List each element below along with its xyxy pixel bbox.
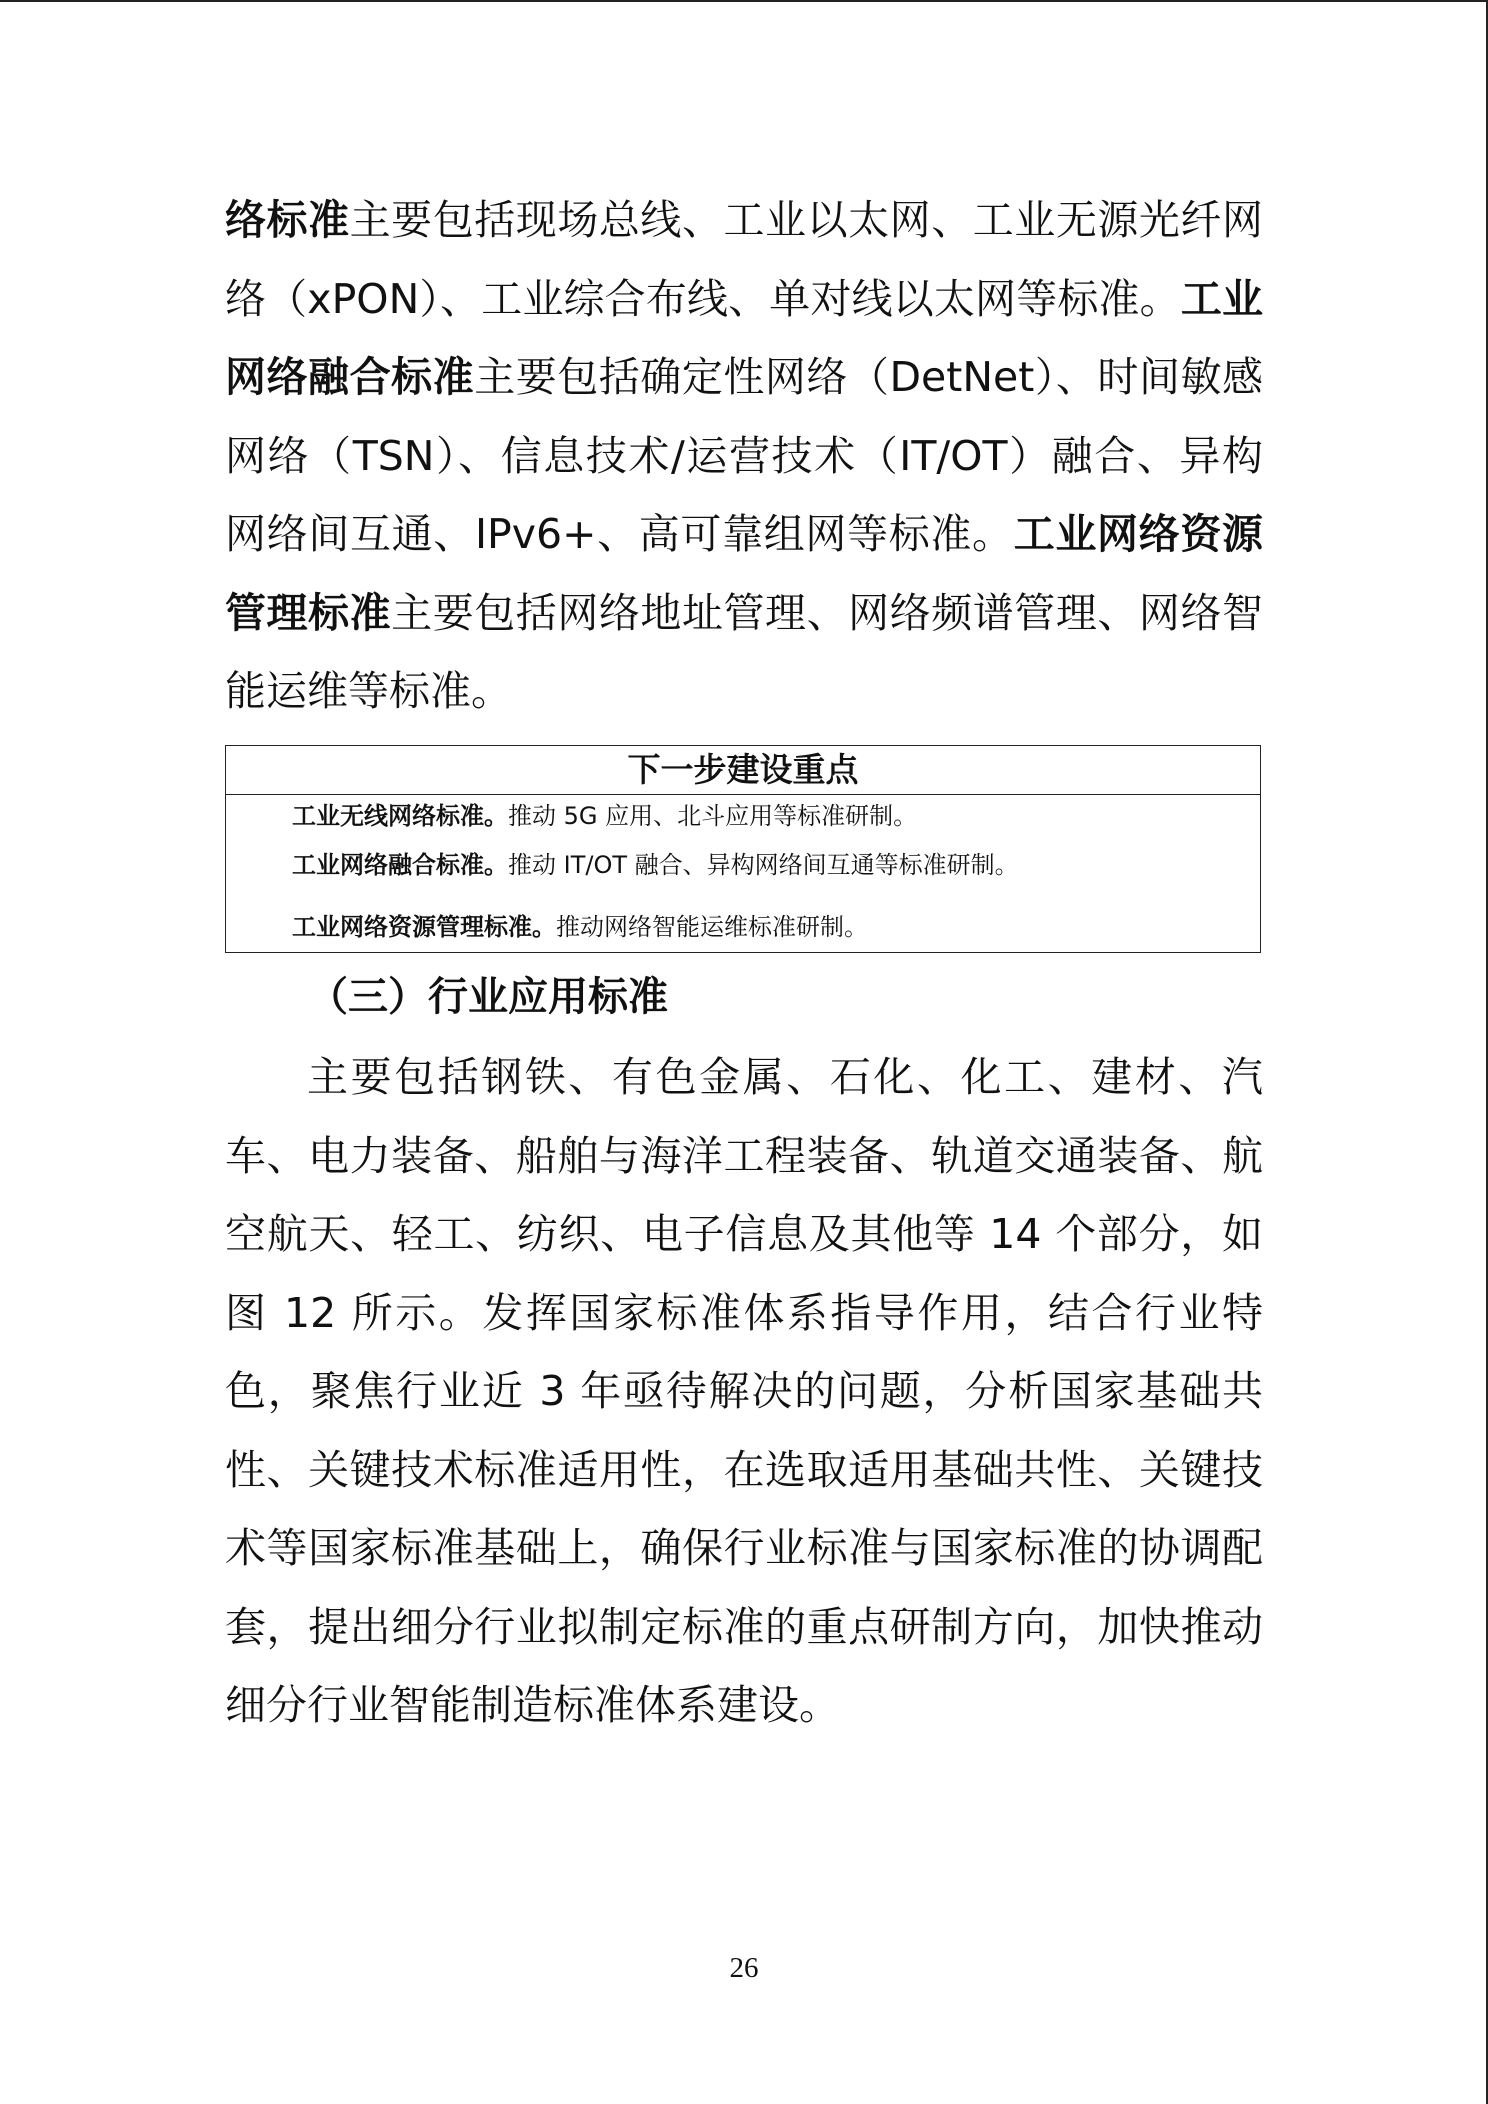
box-item-bold: 工业网络融合标准。 xyxy=(292,851,508,879)
box-item-bold: 工业无线网络标准。 xyxy=(292,802,508,830)
paragraph-industry-standards: 主要包括钢铁、有色金属、石化、化工、建材、汽车、电力装备、船舶与海洋工程装备、轨道交通装备、航空航天、轻工、纺织、电子信息及其他等 14 个部分，如图 12 所示。发挥国家标准体系指导作用，结合行业特色，聚焦行业近 3 年亟待解决的问题，分析国家基础共性、关键技术标准适用性，在选取适用基础共性、关键技术等国家标准基础上，确保行业标准与国家标准的协调配套，提出细分行业拟制定标准的重点研制方向，加快推动细分行业智能制造标准体系建设。 xyxy=(225,1053,1263,1729)
box-item xyxy=(292,796,917,831)
term-bold: 工业网络资源管理标准 xyxy=(225,510,1263,637)
paragraph-network-standards xyxy=(225,181,1263,731)
term-bold: 络标准 xyxy=(225,196,350,244)
next-steps-box xyxy=(225,745,1261,953)
box-item-text: 推动 5G 应用、北斗应用等标准研制。 xyxy=(508,802,918,830)
paragraph-text: 主要包括网络地址管理、网络频谱管理、网络智能运维等标准。 xyxy=(225,588,1264,715)
box-item xyxy=(292,907,868,942)
paragraph-text: 主要包括确定性网络（DetNet）、时间敏感网络（TSN）、信息技术/运营技术（IT/OT）融合、异构网络间互通、IPv6+、高可靠组网等标准。 xyxy=(225,353,1264,558)
term-bold: 工业网络融合标准 xyxy=(225,274,1263,401)
box-item xyxy=(292,845,1019,880)
box-item-text: 推动 IT/OT 融合、异构网络间互通等标准研制。 xyxy=(508,851,1019,879)
box-item-text: 推动网络智能运维标准研制。 xyxy=(556,913,868,941)
page-number: 26 xyxy=(729,1952,759,1984)
section-heading: （三）行业应用标准 xyxy=(308,974,668,1020)
box-title: 下一步建设重点 xyxy=(226,746,1260,795)
box-item-bold: 工业网络资源管理标准。 xyxy=(292,913,556,941)
page-top-border xyxy=(0,0,1488,2)
paragraph-text: 主要包括现场总线、工业以太网、工业无源光纤网络（xPON）、工业综合布线、单对线以太网等标准。 xyxy=(225,196,1263,323)
